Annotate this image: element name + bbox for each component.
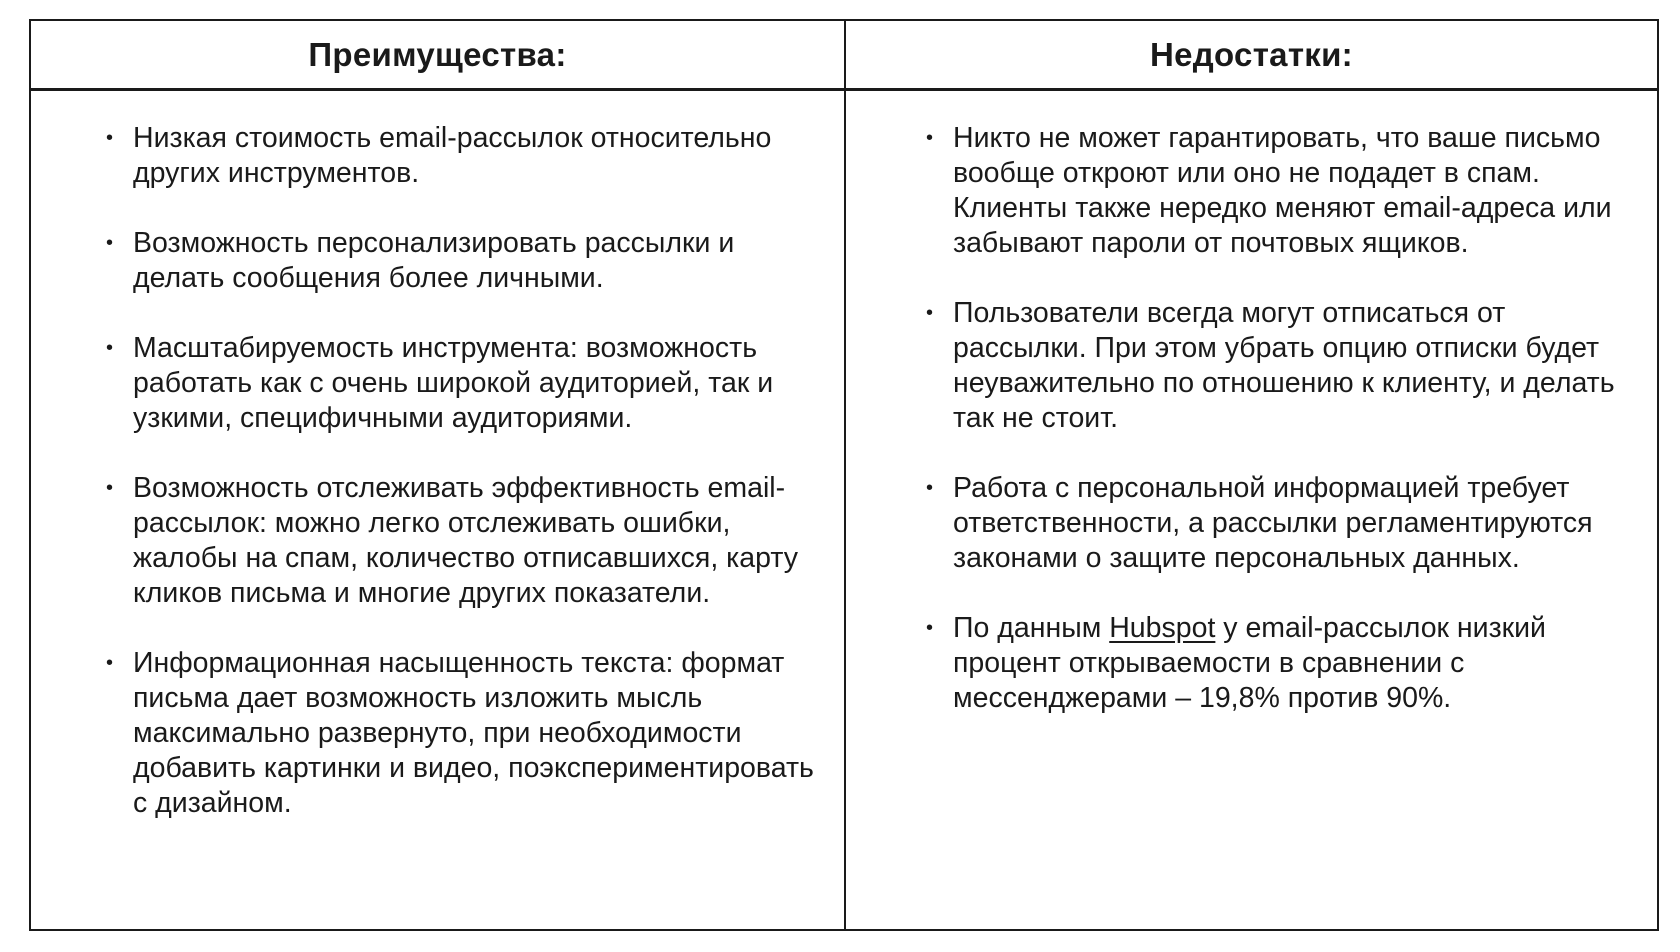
hubspot-prefix-text: По данным [953, 612, 1110, 644]
advantage-text: Низкая стоимость email-рассылок относительно других инструментов. [133, 122, 772, 189]
list-item [104, 331, 824, 436]
comparison-table [29, 19, 1659, 931]
bullet-icon: • [926, 617, 934, 639]
list-item [104, 226, 824, 296]
disadvantages-column [846, 91, 1657, 929]
bullet-icon: • [106, 127, 114, 149]
list-item [924, 611, 1637, 716]
disadvantage-text: Пользователи всегда могут отписаться от рассылки. При этом убрать опцию отписки будет неуважительно по отношению к клиенту, и делать так не стоит. [953, 297, 1615, 434]
advantage-text: Информационная насыщенность текста: формат письма дает возможность изложить мысль максимально развернуто, при необходимости добавить картинки и видео, поэкспериментировать с дизайном. [133, 647, 814, 819]
advantage-text: Возможность персонализировать рассылки и делать сообщения более личными. [133, 227, 735, 294]
bullet-icon: • [926, 477, 934, 499]
bullet-icon: • [926, 302, 934, 324]
list-item [104, 471, 824, 611]
disadvantages-list [924, 121, 1637, 716]
bullet-icon: • [106, 232, 114, 254]
bullet-icon: • [106, 652, 114, 674]
disadvantages-header: Недостатки: [846, 21, 1657, 91]
bullet-icon: • [106, 477, 114, 499]
list-item [924, 471, 1637, 576]
list-item [924, 296, 1637, 436]
list-item [104, 646, 824, 821]
disadvantage-text: Работа с персональной информацией требует ответственности, а рассылки регламентируются законами о защите персональных данных. [953, 472, 1593, 574]
disadvantage-text [953, 612, 1546, 714]
bullet-icon: • [926, 127, 934, 149]
hubspot-suffix-text: у email-рассылок низкий процент открываемости в сравнении с мессенджерами – 19,8% против 90%. [953, 612, 1546, 714]
list-item [924, 121, 1637, 261]
list-item [104, 121, 824, 191]
advantages-header: Преимущества: [31, 21, 846, 91]
hubspot-link[interactable]: Hubspot [1109, 612, 1216, 644]
disadvantage-text: Никто не может гарантировать, что ваше письмо вообще откроют или оно не подадет в спам. Клиенты также нередко меняют email-адреса или забывают пароли от почтовых ящиков. [953, 122, 1612, 259]
advantage-text: Масштабируемость инструмента: возможность работать как с очень широкой аудиторией, так и узкими, специфичными аудиториями. [133, 332, 774, 434]
bullet-icon: • [106, 337, 114, 359]
advantages-list [104, 121, 824, 821]
advantages-column [31, 91, 846, 929]
advantage-text: Возможность отслеживать эффективность email-рассылок: можно легко отслеживать ошибки, жалобы на спам, количество отписавшихся, карту кликов письма и многие других показатели. [133, 472, 798, 609]
